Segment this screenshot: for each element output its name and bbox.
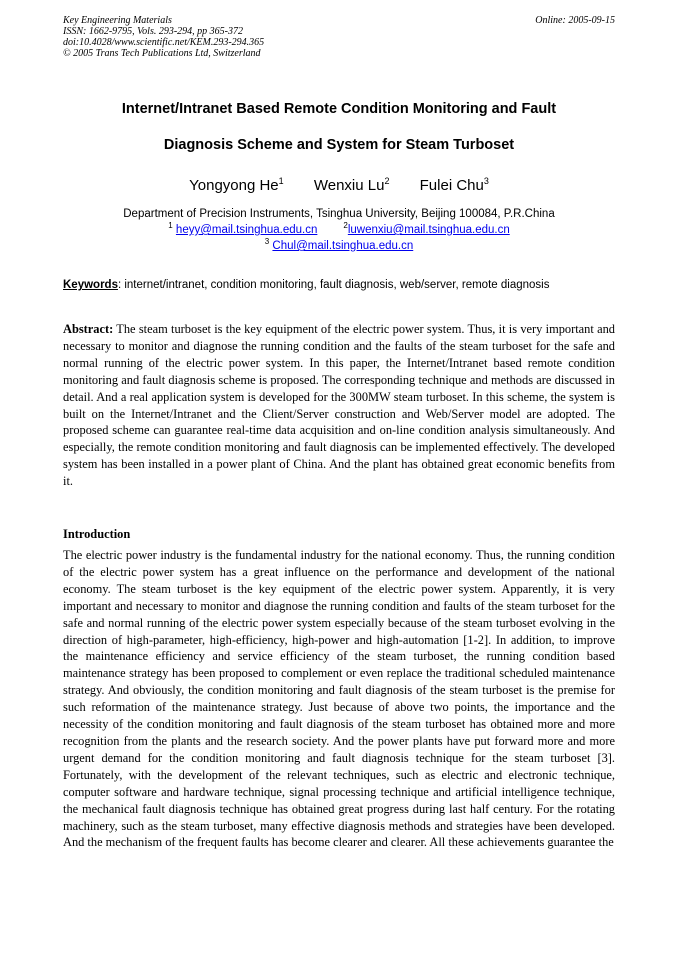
author-sup: 3 bbox=[483, 176, 489, 186]
author-sup: 2 bbox=[384, 176, 390, 186]
section-heading-introduction: Introduction bbox=[63, 527, 131, 541]
copyright-line: © 2005 Trans Tech Publications Ltd, Switzerland bbox=[63, 48, 261, 59]
abstract-label: Abstract: bbox=[63, 322, 114, 336]
email-line-1 bbox=[63, 222, 615, 238]
author-sup: 1 bbox=[278, 176, 284, 186]
email-link-3[interactable]: Chul@mail.tsinghua.edu.cn bbox=[272, 240, 414, 252]
title-line-1: Internet/Intranet Based Remote Condition Monitoring and Fault bbox=[121, 101, 557, 117]
paper-title bbox=[63, 91, 615, 163]
author-name: Yongyong He bbox=[189, 177, 279, 194]
author bbox=[420, 177, 489, 194]
affiliation bbox=[63, 206, 615, 254]
author-name: Wenxiu Lu bbox=[313, 177, 385, 194]
journal-name: Key Engineering Materials bbox=[63, 15, 172, 26]
keywords-label: Keywords bbox=[63, 279, 118, 291]
keywords bbox=[63, 277, 615, 293]
email-link-1[interactable]: heyy@mail.tsinghua.edu.cn bbox=[175, 224, 318, 236]
journal-header bbox=[63, 15, 615, 59]
department-line: Department of Precision Instruments, Tsinghua University, Beijing 100084, P.R.China bbox=[123, 208, 555, 220]
author-name: Fulei Chu bbox=[419, 177, 484, 194]
author-list bbox=[63, 175, 615, 197]
abstract bbox=[63, 321, 615, 490]
title-line-2: Diagnosis Scheme and System for Steam Turboset bbox=[163, 137, 515, 153]
email-sup: 1 bbox=[168, 221, 173, 231]
keywords-text: : internet/intranet, condition monitoring, fault diagnosis, web/server, remote diagnosis bbox=[117, 279, 550, 291]
email-link-2[interactable]: luwenxiu@mail.tsinghua.edu.cn bbox=[347, 224, 510, 236]
abstract-text: The steam turboset is the key equipment of the electric power system. Thus, it is very important and necessary to monitor and diagnose the running condition and the faults of the steam turboset for the safe and normal running of the electric power system. In this paper, the Internet/Intranet based remote condition monitoring and fault diagnosis scheme is proposed. The corresponding technique and methods are discussed in detail. And a real application system is developed for the 300MW steam turboset. In this scheme, the system is built on the Internet/Intranet and the Client/Server construction and Web/Server model are adopted. The proposed scheme can guarantee real-time data acquisition and on-line condition analysis simultaneously. And especially, the remote condition monitoring and fault diagnosis can be implemented effectively. The developed system has been installed in a power plant of China. And the plant has obtained great economic benefits from it. bbox=[63, 322, 615, 489]
author bbox=[189, 177, 284, 194]
introduction-body bbox=[63, 547, 615, 907]
doi-line: doi:10.4028/www.scientific.net/KEM.293-294.365 bbox=[63, 37, 265, 48]
introduction-text: The electric power industry is the fundamental industry for the national economy. Thus, the running condition of the electric power system has a great influence on the performance and development of the national economy. The steam turboset is the key equipment of the electric power system. Apparently, it is very important and necessary to monitor and diagnose the running condition and faults of the steam turboset for the safe and normal running of the electric power system especially because of the steam turboset evolving in the direction of high-parameter, high-efficiency, high-power and high-automation [1-2]. In addition, to improve the maintenance efficiency and service efficiency of the steam turboset, the running condition based maintenance strategy has been proposed to complement or even replace the traditional scheduled maintenance strategy. And obviously, the condition monitoring and fault diagnosis of the steam turboset is the premise for such reformation of the maintenance strategy. Just because of above two points, the importance and the necessity of the condition monitoring and fault diagnosis of the steam turboset has obtained more and more recognition from the plants and the research society. And the power plants have put forward more and more urgent demand for the condition monitoring and fault diagnosis technique for the steam turboset [3]. Fortunately, with the development of the relevant techniques, such as electric and electronic technique, computer software and hardware technique, signal processing technique and artificial intelligence technique, the mechanical fault diagnosis technique has obtained great progress during last half century. For the rotating machinery, such as the steam turboset, many effective diagnosis methods and strategies have been developed. And the mechanism of the frequent faults has become clearer and clearer. All these achievements guarantee the bbox=[63, 548, 615, 850]
email-sup: 3 bbox=[264, 237, 270, 247]
issn-line: ISSN: 1662-9795, Vols. 293-294, pp 365-372 bbox=[63, 26, 243, 37]
email-line-2 bbox=[63, 238, 615, 254]
author bbox=[314, 177, 390, 194]
email-sup: 2 bbox=[343, 221, 348, 231]
online-date: Online: 2005-09-15 bbox=[535, 15, 615, 26]
